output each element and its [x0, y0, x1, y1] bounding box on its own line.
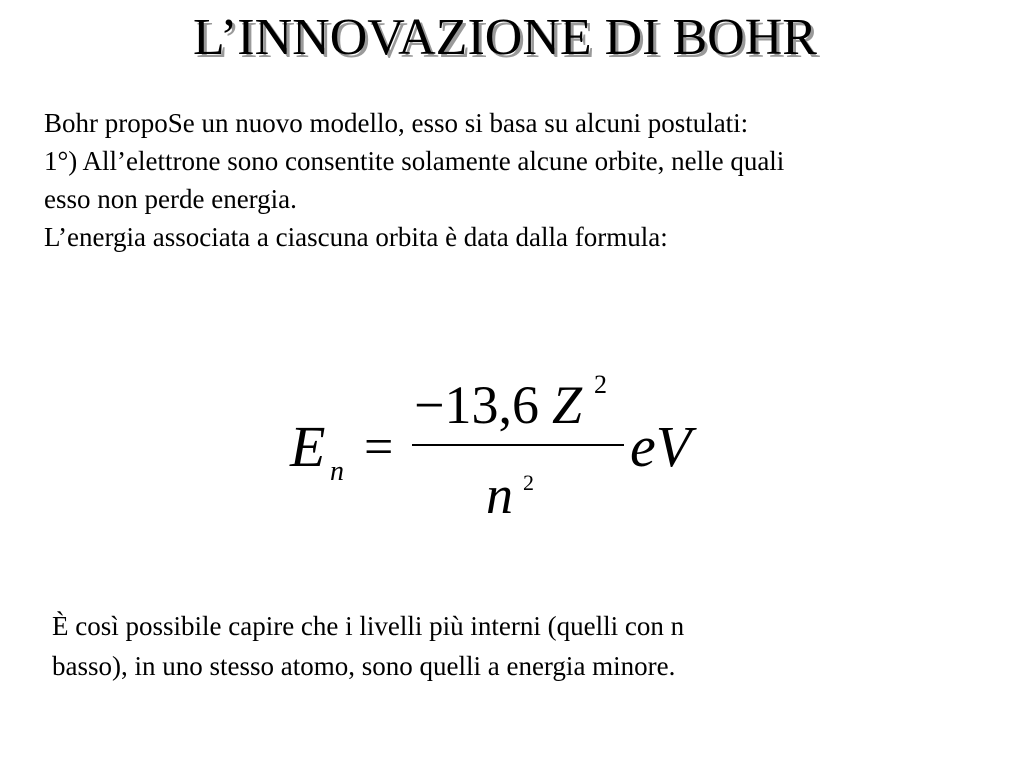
- formula-unit: eV: [630, 414, 692, 479]
- energy-formula: [280, 360, 730, 530]
- formula-numerator-exponent: 2: [594, 370, 607, 399]
- intro-text: [44, 104, 1004, 256]
- formula-equals-sign: =: [364, 419, 394, 476]
- conclusion-line: basso), in uno stesso atomo, sono quelli a energia minore.: [52, 651, 676, 681]
- formula-denominator-symbol: n: [486, 465, 513, 525]
- formula-numerator-value: −13,6: [414, 375, 539, 435]
- formula-energy-symbol: E: [290, 414, 326, 479]
- intro-line: L’energia associata a ciascuna orbita è data dalla formula:: [44, 222, 668, 252]
- formula-numerator-symbol: Z: [552, 375, 583, 435]
- slide-title: L’INNOVAZIONE DI BOHR: [193, 9, 817, 66]
- intro-line: 1°) All’elettrone sono consentite solamente alcune orbite, nelle quali: [44, 146, 785, 176]
- formula-fraction-bar: [412, 444, 624, 446]
- formula-energy-subscript: n: [330, 456, 344, 487]
- intro-line: Bohr propoSe un nuovo modello, esso si basa su alcuni postulati:: [44, 108, 749, 138]
- intro-line: esso non perde energia.: [44, 184, 297, 214]
- conclusion-line: È così possibile capire che i livelli più interni (quelli con n: [52, 611, 685, 641]
- conclusion-text: [52, 606, 912, 686]
- formula-denominator-exponent: 2: [523, 470, 534, 495]
